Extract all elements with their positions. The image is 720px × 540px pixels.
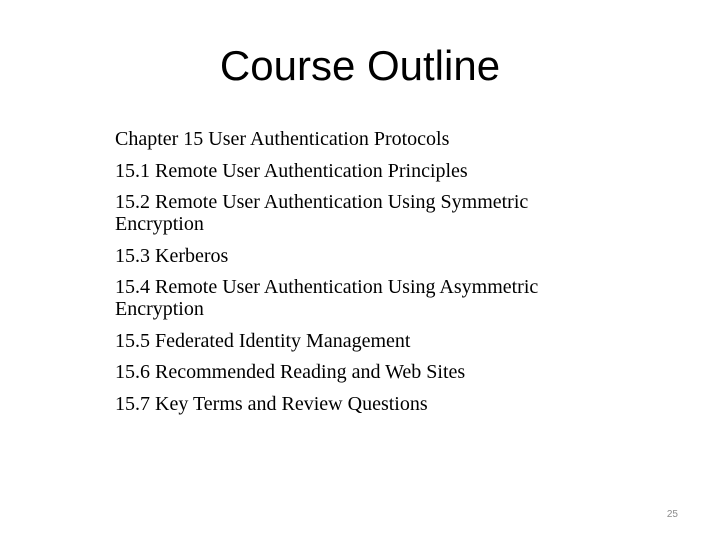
outline-item-15-1: 15.1 Remote User Authentication Principles — [115, 159, 468, 182]
slide-title: Course Outline — [219, 42, 501, 89]
outline-item-15-4: 15.4 Remote User Authentication Using Asymmetric Encryption — [115, 276, 539, 320]
outline-item-15-7: 15.7 Key Terms and Review Questions — [115, 392, 428, 415]
outline-item-chapter-15: Chapter 15 User Authentication Protocols — [115, 128, 450, 150]
outline-item-15-5: 15.5 Federated Identity Management — [115, 329, 411, 352]
outline-item-15-2: 15.2 Remote User Authentication Using Symmetric Encryption — [115, 191, 529, 235]
outline-item-15-3: 15.3 Kerberos — [115, 244, 229, 267]
page-number: 25 — [666, 509, 678, 520]
outline-item-15-6: 15.6 Recommended Reading and Web Sites — [115, 361, 466, 383]
outline-list — [115, 128, 595, 424]
